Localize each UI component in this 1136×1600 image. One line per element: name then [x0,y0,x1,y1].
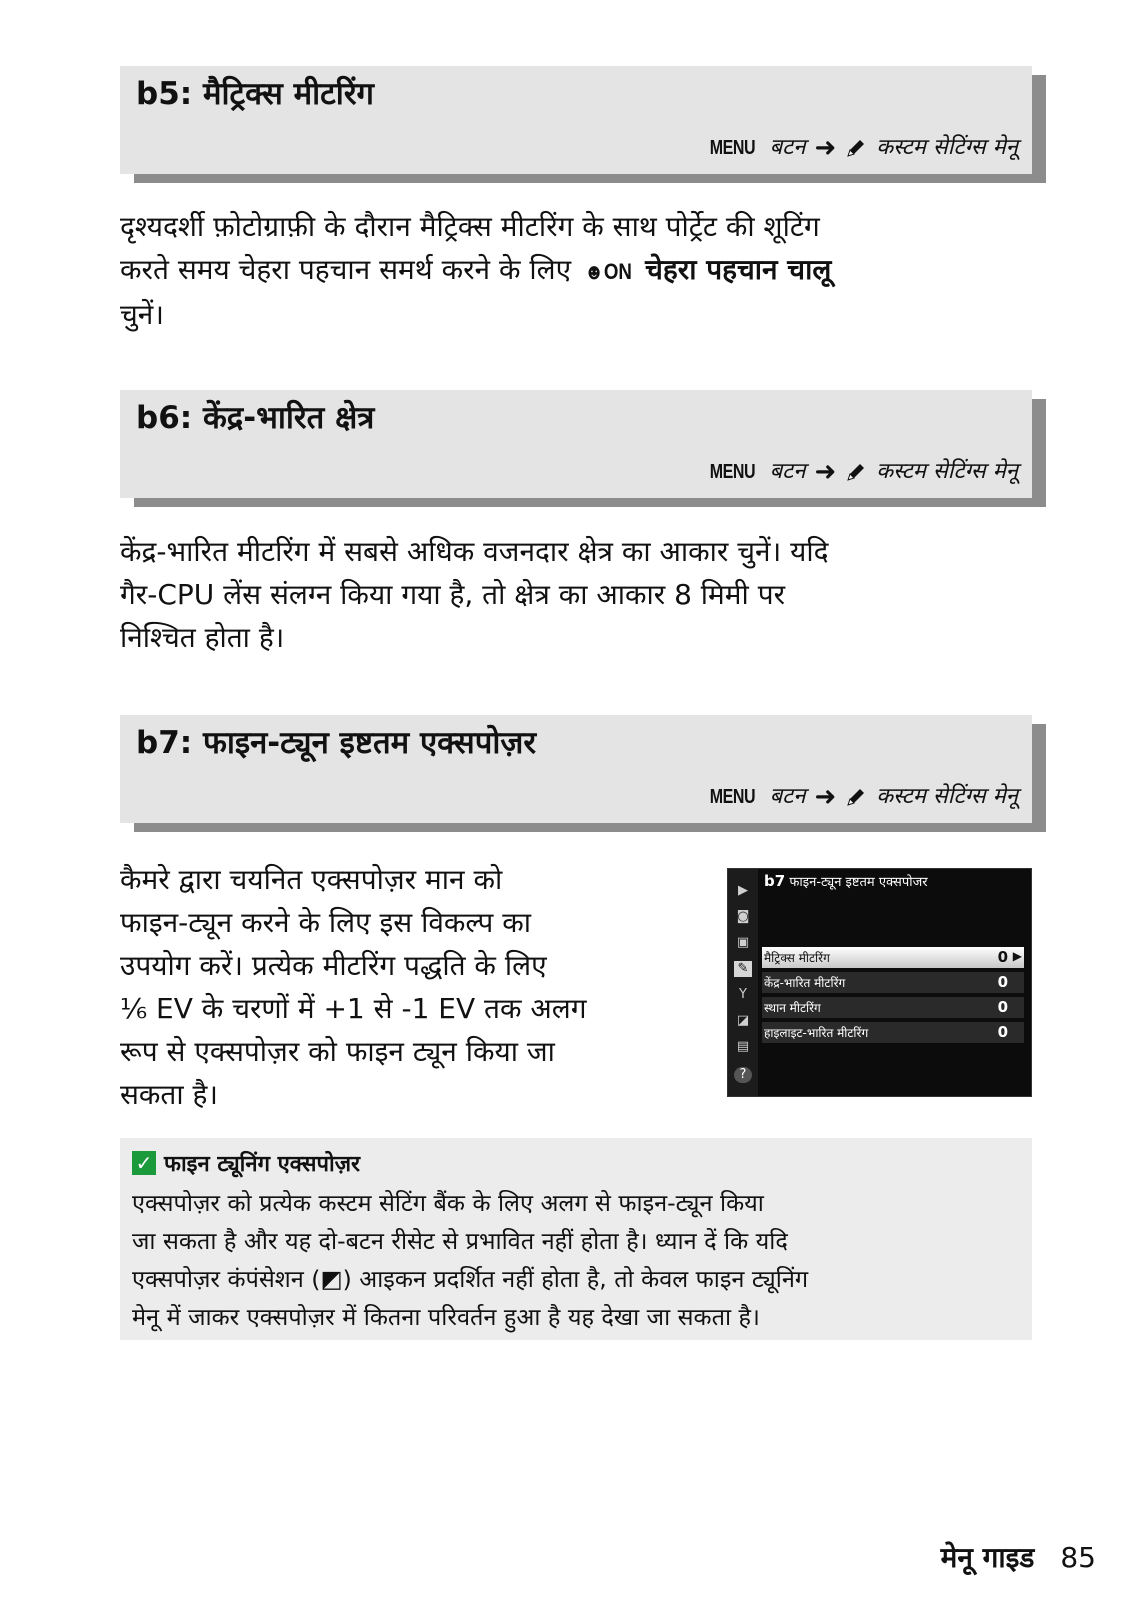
menu-path [704,454,1018,490]
text-line: उपयोग करें। प्रत्येक मीटरिंग पद्धति के लिए [120,949,547,982]
text-line: निश्चित होता है। [120,621,285,654]
camera-menu-row [762,947,1024,968]
row-label: हाइलाइट-भारित मीटरिंग [764,1026,869,1040]
camera-menu-title [764,872,928,890]
camera-icon: ◙ [736,909,750,924]
text-line: चुनें। [120,298,164,331]
paragraph-b6 [120,530,828,659]
camera-menu-row [762,1022,1024,1043]
text-line: सकता है। [120,1078,219,1111]
button-word: बटन [769,784,806,809]
text-line [120,248,831,293]
paragraph-b5 [120,205,831,336]
camera-menu-row [762,997,1024,1018]
header-panel [120,390,1032,498]
camera-menu-sidebar [728,869,758,1096]
wrench-icon: Y [739,987,747,1002]
note-title [132,1148,360,1178]
pencil-icon: ✎ [734,961,752,977]
text-line: केंद्र-भारित मीटरिंग में सबसे अधिक वजनदार क्षेत्र का आकार चुनें। यदि [120,535,829,568]
section-header-b5 [120,66,1032,174]
footer-title: मेनू गाइड [940,1541,1035,1574]
note-line: मेनू में जाकर एक्सपोज़र में कितना परिवर्तन हुआ है यह देखा जा सकता है। [132,1303,760,1331]
face-detection-icon: ☻ON [584,259,632,284]
note-box [120,1138,1032,1340]
pencil-icon [845,137,867,159]
row-value: 0 [997,998,1008,1016]
menu-key: MENU [709,461,755,483]
text-line: गैर-CPU लेंस संलग्न किया गया है, तो क्षेत्र का आकार 8 मिमी पर [120,578,786,611]
menu-path [704,130,1018,166]
row-value: 0 [997,973,1008,991]
arrow-right-icon: ➜ [814,457,837,487]
menu-key: MENU [709,786,755,808]
page-footer [941,1538,1096,1576]
menu-path [704,779,1018,815]
chevron-right-icon: ▶ [1012,949,1022,963]
button-word: बटन [769,135,806,160]
row-label: मैट्रिक्स मीटरिंग [764,951,830,965]
camera-menu-row [762,972,1024,993]
section-title-b5: b5: मैट्रिक्स मीटरिंग [136,76,374,112]
section-title-b7: b7: फाइन-ट्यून इष्टतम एक्सपोज़र [136,725,537,761]
custom-settings-menu: कस्टम सेटिंग्स मेनू [876,459,1018,484]
my-menu-icon: ▤ [736,1039,750,1054]
row-value: 0 [997,948,1008,966]
menu-key: MENU [709,137,755,159]
section-title-b6: b6: केंद्र-भारित क्षेत्र [136,400,375,436]
row-value: 0 [997,1023,1008,1041]
check-icon: ✓ [132,1151,156,1175]
custom-settings-menu: कस्टम सेटिंग्स मेनू [876,784,1018,809]
note-line: जा सकता है और यह दो-बटन रीसेट से प्रभावित नहीं होता है। ध्यान दें कि यदि [132,1227,788,1255]
help-icon: ? [734,1067,752,1083]
camera-menu-screenshot [727,868,1032,1097]
arrow-right-icon: ➜ [814,133,837,163]
header-panel [120,66,1032,174]
section-header-b6 [120,390,1032,498]
text-span: करते समय चेहरा पहचान समर्थ करने के लिए [120,253,572,286]
pencil-icon [845,786,867,808]
section-header-b7 [120,715,1032,823]
text-line: कैमरे द्वारा चयनित एक्सपोज़र मान को [120,863,503,896]
retouch-icon: ◪ [736,1013,750,1028]
pencil-icon [845,461,867,483]
bold-term: चेहरा पहचान चालू [645,253,832,286]
note-line: एक्सपोज़र कंपंसेशन (◩) आइकन प्रदर्शित नहीं होता है, तो केवल फाइन ट्यूनिंग [132,1265,809,1293]
arrow-right-icon: ➜ [814,782,837,812]
playback-icon: ▶ [738,883,748,898]
camera-menu-title-text: फाइन-ट्यून इष्टतम एक्सपोजर [789,875,928,890]
row-label: केंद्र-भारित मीटरिंग [764,976,846,990]
camera-menu-code: b7 [764,872,786,890]
page-number: 85 [1060,1541,1096,1574]
text-line: दृश्यदर्शी फ़ोटोग्राफ़ी के दौरान मैट्रिक्स मीटरिंग के साथ पोर्ट्रेट की शूटिंग [120,210,820,243]
text-line: रूप से एक्सपोज़र को फाइन ट्यून किया जा [120,1035,555,1068]
header-panel [120,715,1032,823]
custom-settings-menu: कस्टम सेटिंग्स मेनू [876,135,1018,160]
text-line: फाइन-ट्यून करने के लिए इस विकल्प का [120,906,531,939]
note-line: एक्सपोज़र को प्रत्येक कस्टम सेटिंग बैंक के लिए अलग से फाइन-ट्यून किया [132,1189,764,1217]
row-label: स्थान मीटरिंग [764,1001,821,1015]
movie-icon: ▣ [736,935,750,950]
text-line: ⅙ EV के चरणों में +1 से -1 EV तक अलग [120,992,587,1025]
button-word: बटन [769,459,806,484]
note-title-text: फाइन ट्यूनिंग एक्सपोज़र [164,1152,361,1177]
paragraph-b7 [120,858,587,1116]
